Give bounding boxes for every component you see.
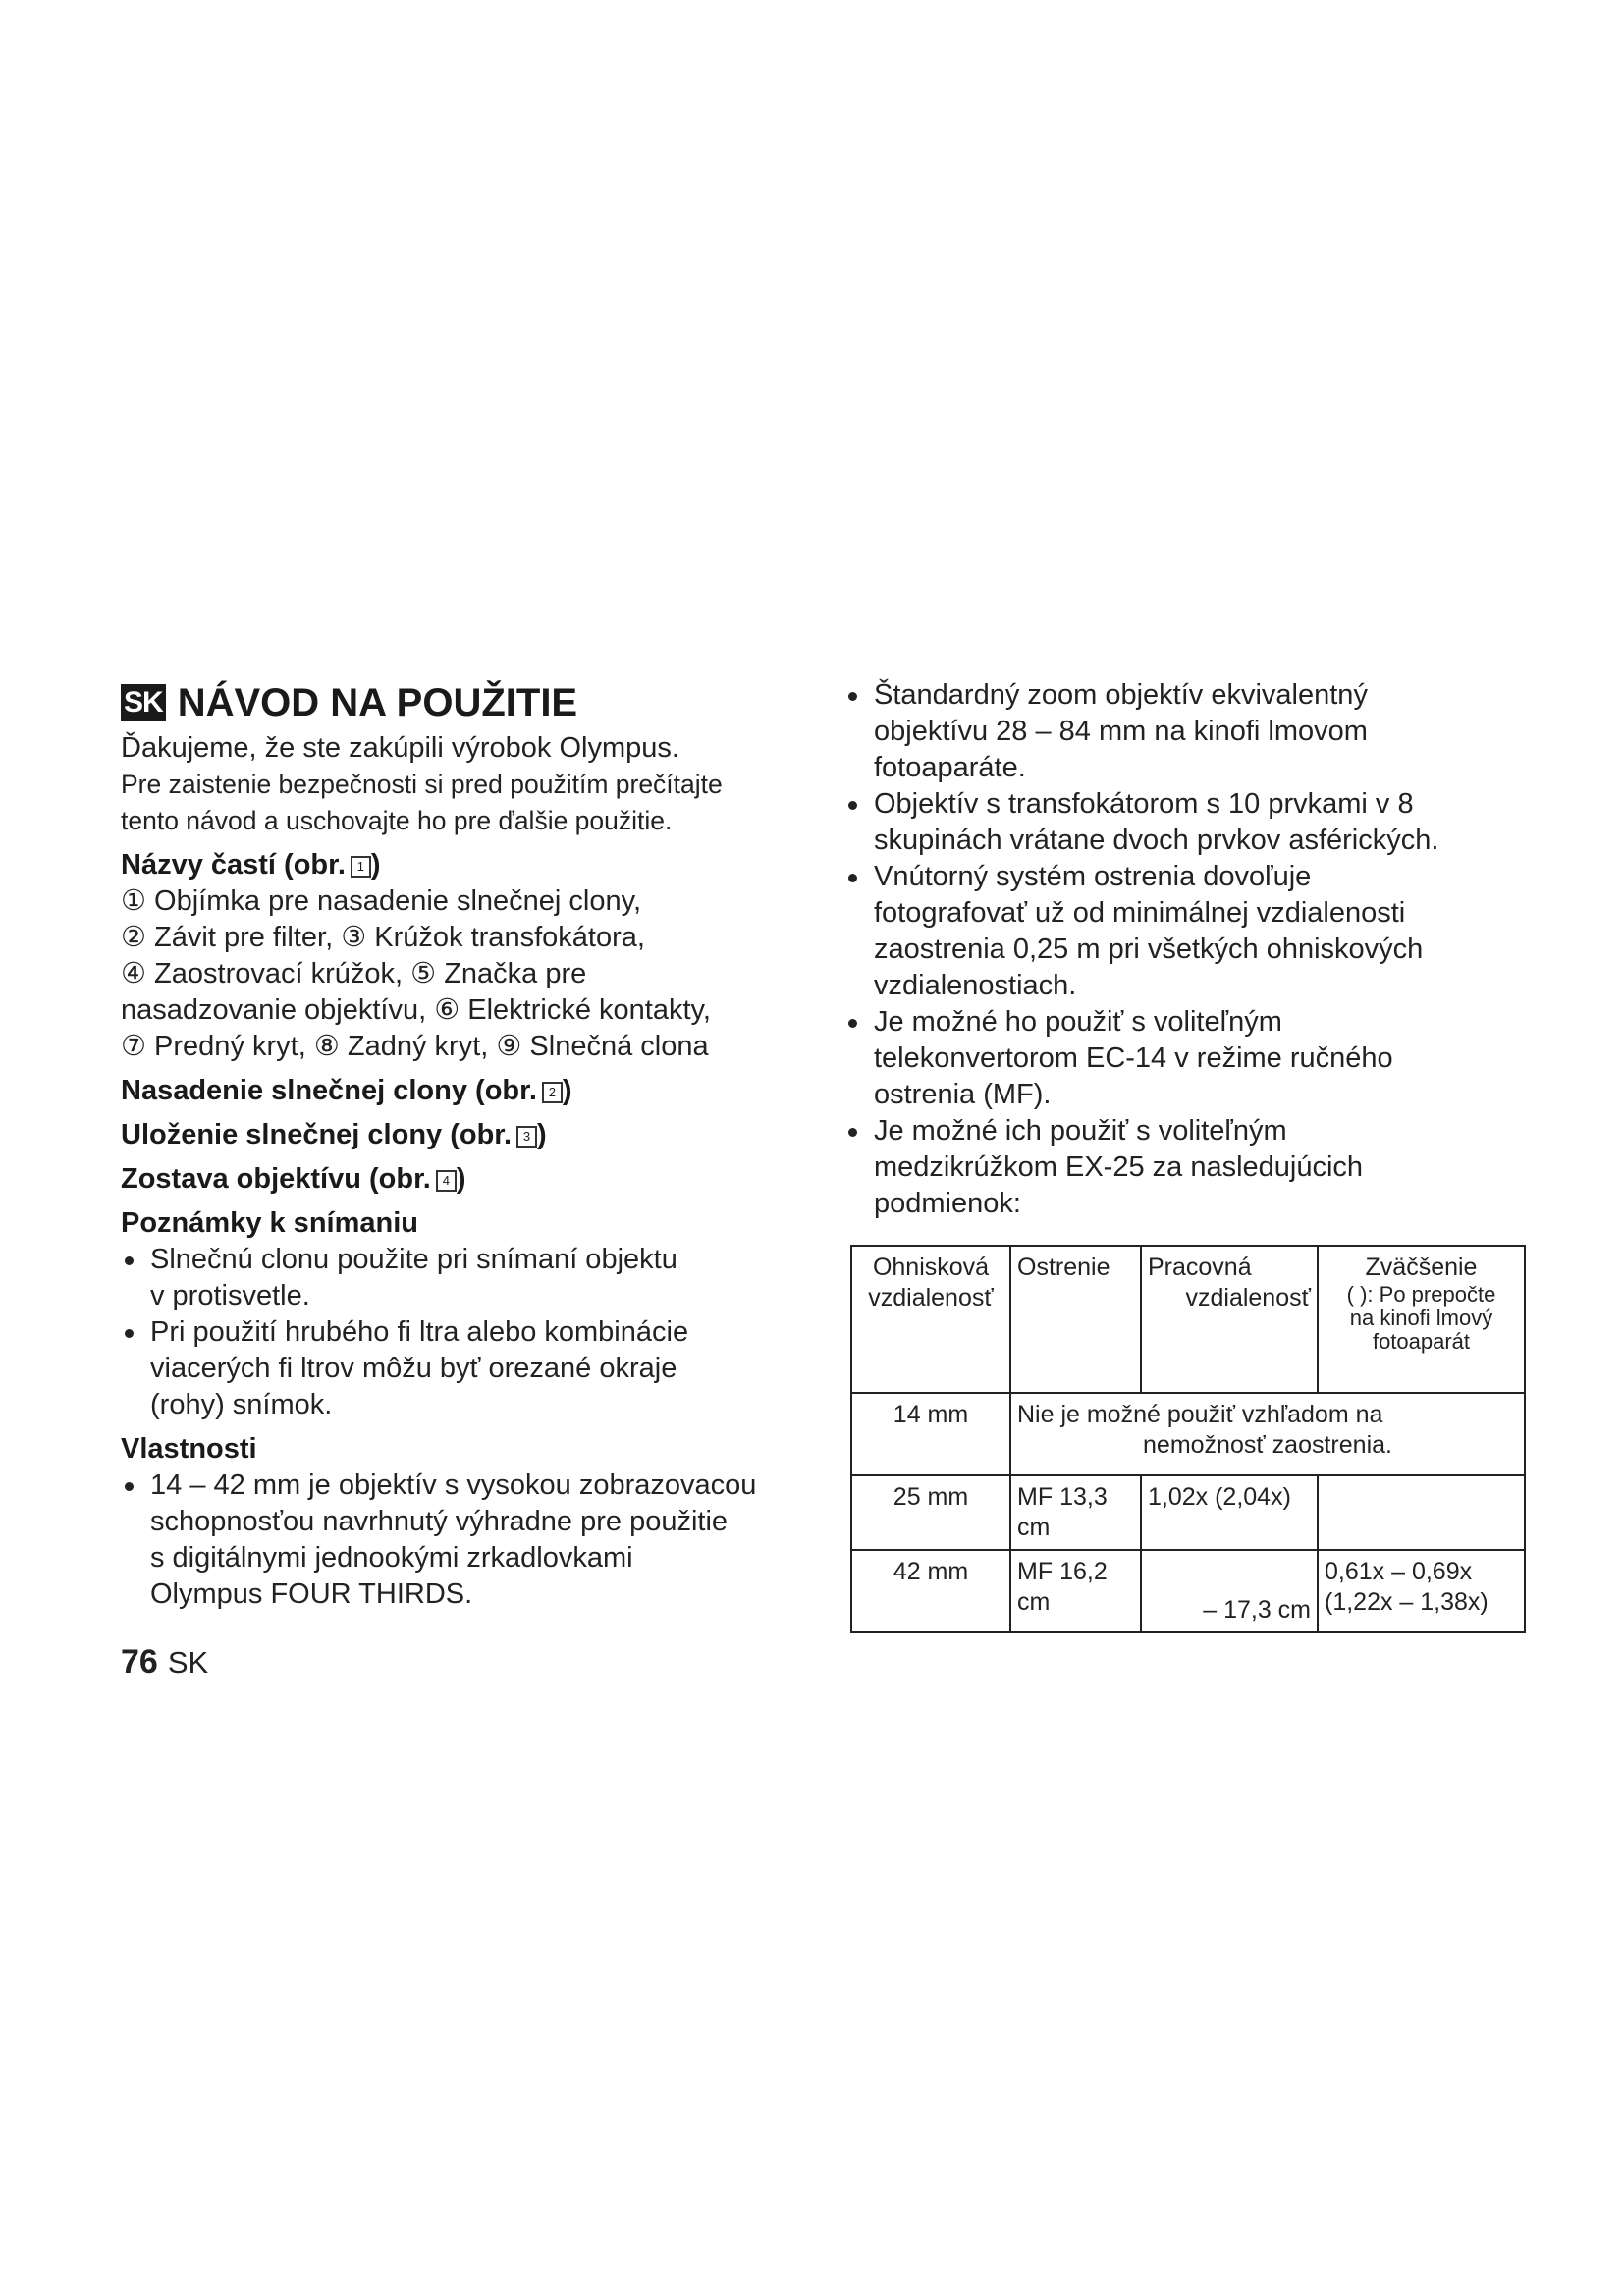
right-column (844, 677, 1532, 1222)
page-number: 76 (121, 1643, 158, 1681)
cell-focus: MF 16,2 cm (1010, 1550, 1141, 1632)
cell-empty (1318, 1475, 1525, 1550)
table-row (851, 1393, 1525, 1475)
cell-magnification: 0,61x – 0,69x (1,22x – 1,38x) (1318, 1550, 1525, 1632)
intro-line: tento návod a uschovajte ho pre ďalšie použitie. (121, 806, 673, 835)
bullet-icon (848, 1128, 857, 1137)
parts-line: ⑦ Predný kryt, ⑧ Zadný kryt, ⑨ Slnečná clona (121, 1031, 709, 1062)
figure-ref-icon: 4 (436, 1170, 457, 1192)
figure-ref-icon: 2 (542, 1082, 563, 1103)
parts-line: ① Objímka pre nasadenie slnečnej clony, (121, 885, 642, 917)
footer-lang: SK (167, 1645, 209, 1680)
hood-attach-heading: Nasadenie slnečnej clony (obr. 2 ) (121, 1075, 572, 1106)
language-badge: SK (121, 684, 166, 721)
hood-store-heading: Uloženie slnečnej clony (obr. 3 ) (121, 1119, 547, 1150)
table-row (851, 1550, 1525, 1632)
left-column (121, 677, 808, 1613)
bullet-icon (848, 692, 857, 701)
header-focus: Ostrenie (1010, 1246, 1141, 1393)
header-magnification: Zväčšenie ( ): Po prepočte na kinofi lmový fotoaparát (1318, 1246, 1525, 1393)
bullet-icon (125, 1256, 134, 1265)
bullet-icon (848, 1019, 857, 1028)
table-header-row (851, 1246, 1525, 1393)
figure-ref-icon: 1 (351, 856, 371, 878)
header-working-distance: Pracovná vzdialenosť (1141, 1246, 1318, 1393)
list-item: Vnútorný systém ostrenia dovoľuje fotografovať už od minimálnej vzdialenosti zaostrenia 0,25 m pri všetkých ohniskových vzdialenostiach. (844, 859, 1532, 1004)
page-title (121, 677, 808, 728)
features-heading: Vlastnosti (121, 1433, 257, 1465)
parts-heading: Názvy častí (obr. 1 ) (121, 849, 381, 881)
lens-assembly-heading: Zostava objektívu (obr. 4 ) (121, 1163, 466, 1195)
figure-ref-icon: 3 (516, 1126, 537, 1148)
cell-note: Nie je možné použiť vzhľadom na nemožnosť zaostrenia. (1010, 1393, 1525, 1475)
page-footer (121, 1642, 208, 1682)
bullet-icon (848, 874, 857, 882)
table-row (851, 1475, 1525, 1550)
parts-line: nasadzovanie objektívu, ⑥ Elektrické kontakty, (121, 994, 711, 1026)
shooting-notes-heading: Poznámky k snímaniu (121, 1207, 418, 1239)
list-item: Slnečnú clonu použite pri snímaní objektu v protisvetle. (121, 1242, 808, 1314)
bullet-icon (848, 801, 857, 810)
list-item: Štandardný zoom objektív ekvivalentný objektívu 28 – 84 mm na kinofi lmovom fotoaparáte. (844, 677, 1532, 786)
parts-line: ② Závit pre filter, ③ Krúžok transfokátora, (121, 922, 645, 953)
cell-focal: 14 mm (851, 1393, 1010, 1475)
list-item: Je možné ho použiť s voliteľným telekonvertorom EC-14 v režime ručného ostrenia (MF). (844, 1004, 1532, 1113)
cell-focal: 42 mm (851, 1550, 1010, 1632)
bullet-icon (125, 1329, 134, 1338)
cell-working: – 17,3 cm (1141, 1550, 1318, 1632)
list-item: 14 – 42 mm je objektív s vysokou zobrazovacou schopnosťou navrhnutý výhradne pre použitie s digitálnymi jednookými zrkadlovkami Olympus FOUR THIRDS. (121, 1468, 808, 1613)
list-item: Pri použití hrubého fi ltra alebo kombinácie viacerých fi ltrov môžu byť orezané okraje (rohy) snímok. (121, 1314, 808, 1423)
cell-magnification: 1,02x (2,04x) (1141, 1475, 1318, 1550)
bullet-icon (125, 1482, 134, 1491)
intro-line: Ďakujeme, že ste zakúpili výrobok Olympus. (121, 732, 679, 764)
list-item: Objektív s transfokátorom s 10 prvkami v 8 skupinách vrátane dvoch prvkov asférických. (844, 786, 1532, 859)
cell-focal: 25 mm (851, 1475, 1010, 1550)
parts-line: ④ Zaostrovací krúžok, ⑤ Značka pre (121, 958, 587, 989)
header-focal-length: Ohnisková vzdialenosť (851, 1246, 1010, 1393)
intro-line: Pre zaistenie bezpečnosti si pred použitím prečítajte (121, 770, 723, 799)
title-text: NÁVOD NA POUŽITIE (177, 681, 578, 724)
list-item: Je možné ich použiť s voliteľným medzikrúžkom EX-25 za nasledujúcich podmienok: (844, 1113, 1532, 1222)
cell-focus: MF 13,3 cm (1010, 1475, 1141, 1550)
extension-tube-table (850, 1245, 1526, 1633)
